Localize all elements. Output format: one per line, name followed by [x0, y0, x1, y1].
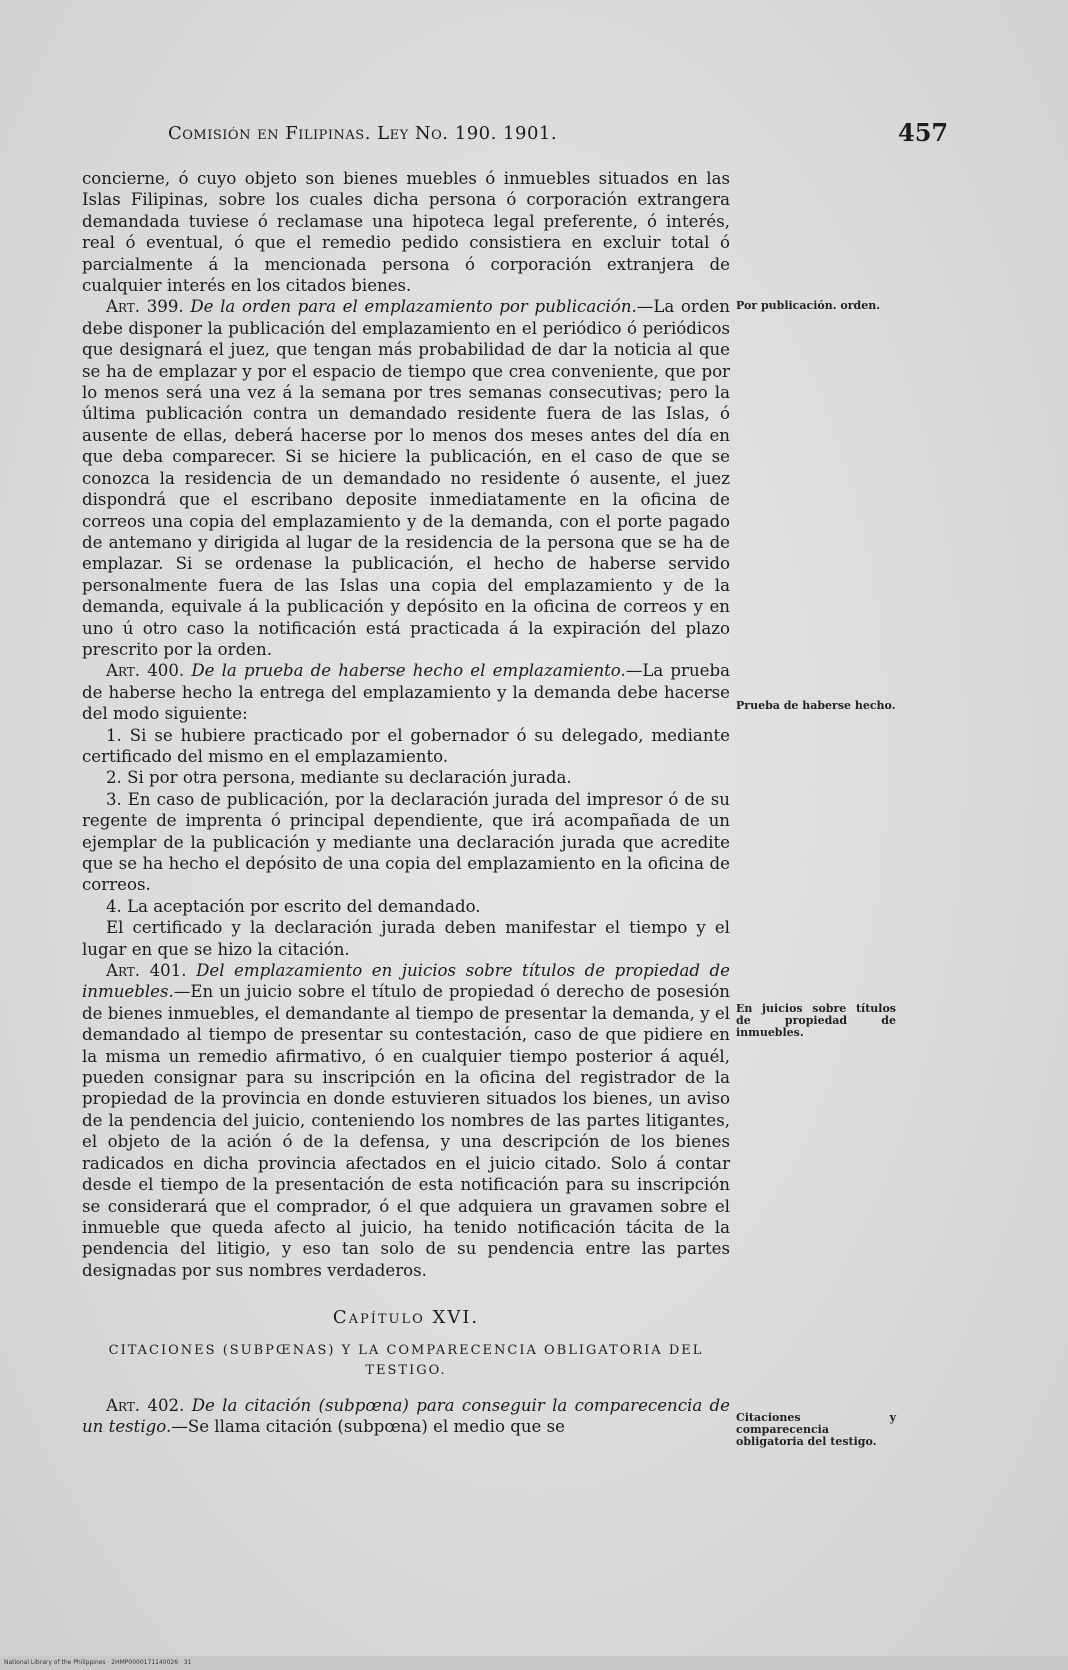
article-number: Art. 401.	[106, 961, 187, 981]
article-title: De la citación (subpœna) para conseguir la comparecencia de un testigo.—	[82, 1395, 730, 1436]
list-item: 4. La aceptación por escrito del demandado.	[106, 896, 481, 916]
chapter-title: Capítulo XVI.	[332, 1307, 480, 1329]
margin-note-proof: Prueba de haberse hecho.	[736, 699, 896, 712]
article-401	[82, 960, 730, 1281]
article-title: De la prueba de haberse hecho el emplazamiento.—	[191, 661, 643, 681]
article-number: Art. 399.	[106, 297, 184, 317]
article-number: Art. 400.	[106, 661, 185, 681]
article-399	[82, 296, 730, 660]
article-text: La orden debe disponer la publicación del emplazamiento en el periódico ó periódicos que designará el juez, que tengan más probabilidad de dar la noticia al que se ha de emplazar y por el espacio de tiempo que crea conveniente, que por lo menos será una vez á la semana por tres semanas consecutivas; pero la última publicación contra un demandado residente fuera de las Islas, ó ausente de ellas, deberá hacerse por lo menos dos meses antes del día en que deba comparecer. Si se hiciere la publicación, en el caso de que se conozca la residencia de un demandado no residente ó ausente, el juez dispondrá que el escribano deposite inmediatamente en la oficina de correos una copia del emplazamiento y de la demanda, con el porte pagado de antemano y dirigida al lugar de la residencia de la persona que se ha de emplazar. Si se ordenase la publicación, el hecho de haberse servido personalmente fuera de las Islas una copia del emplazamiento y de la demanda, equivale á la publicación y depósito en la oficina de correos y en uno ú otro caso la notificación está practicada á la expiración del plazo prescrito por la orden.	[82, 297, 730, 659]
scan-credit: National Library of the Philippines · 2HMP0000171140026 · 31	[4, 1659, 192, 1666]
chapter-subtitle: CITACIONES (SUBPŒNAS) Y LA COMPARECENCIA OBLIGATORIA DEL TESTIGO.	[108, 1342, 704, 1378]
page-body	[82, 168, 730, 1437]
list-item: 3. En caso de publicación, por la declaración jurada del impresor ó de su regente de imprenta ó principal dependiente, que irá acompañada de un ejemplar de la publicación y mediante una declaración jurada que acredite que se ha hecho el depósito de una copia del emplazamiento en la oficina de correos.	[82, 789, 730, 895]
article-title: De la orden para el emplazamiento por publicación.—	[190, 297, 654, 317]
article-text: En un juicio sobre el título de propiedad ó derecho de posesión de bienes inmuebles, el demandante al tiempo de presentar la demanda, y el demandado al tiempo de presentar su contestación, caso de que pidiere en la misma un remedio afirmativo, ó en cualquier tiempo posterior á aquél, pueden consignar para su inscripción en la oficina del registrador de la propiedad de la provincia en donde estuvieren situados los bienes, un aviso de la pendencia del juicio, conteniendo los nombres de las partes litigantes, el objeto de la ación ó de la defensa, y una descripción de los bienes radicados en dicha provincia afectados en el juicio citado. Solo á contar desde el tiempo de la presentación de esta notificación para su inscripción se considerará que el comprador, ó el que adquiera un gravamen sobre el inmueble que queda afecto al juicio, ha tenido notificación tácita de la pendencia del litigio, y eso tan solo de su pendencia entre las partes designadas por sus nombres verdaderos.	[82, 982, 730, 1280]
article-text: La prueba de haberse hecho la entrega del emplazamiento y la demanda debe hacerse del modo siguiente:	[82, 661, 731, 724]
running-title: Comisión en Filipinas. Ley No. 190. 1901.	[168, 123, 558, 144]
page-number: 457	[898, 118, 949, 147]
margin-note-subpoenas: Citaciones y comparecencia obligatoria del testigo.	[736, 1411, 896, 1448]
list-item: 2. Si por otra persona, mediante su declaración jurada.	[106, 768, 572, 788]
list-item: 1. Si se hubiere practicado por el gobernador ó su delegado, mediante certificado del mismo en el emplazamiento.	[82, 725, 730, 766]
margin-note-publication: Por publicación. orden.	[736, 299, 881, 312]
paragraph-continuation: concierne, ó cuyo objeto son bienes muebles ó inmuebles situados en las Islas Filipinas, sobre los cuales dicha persona ó corporación extrangera demandada tuviese ó reclamase una hipoteca legal preferente, ó interés, real ó eventual, ó que el remedio pedido consistiera en excluir total ó parcialmente á la mencionada persona ó corporación extranjera de cualquier interés en los citados bienes.	[82, 169, 730, 296]
article-text: Se llama citación (subpœna) el medio que se	[187, 1416, 565, 1436]
article-number: Art. 402.	[106, 1395, 185, 1415]
margin-note-property: En juicios sobre títulos de propiedad de inmuebles.	[736, 1002, 896, 1039]
article-title: Del emplazamiento en juicios sobre títulos de propiedad de inmuebles.—	[82, 961, 730, 1002]
paragraph-certificate: El certificado y la declaración jurada deben manifestar el tiempo y el lugar en que se hizo la citación.	[82, 918, 730, 959]
article-402	[82, 1395, 730, 1438]
article-400	[82, 660, 730, 724]
